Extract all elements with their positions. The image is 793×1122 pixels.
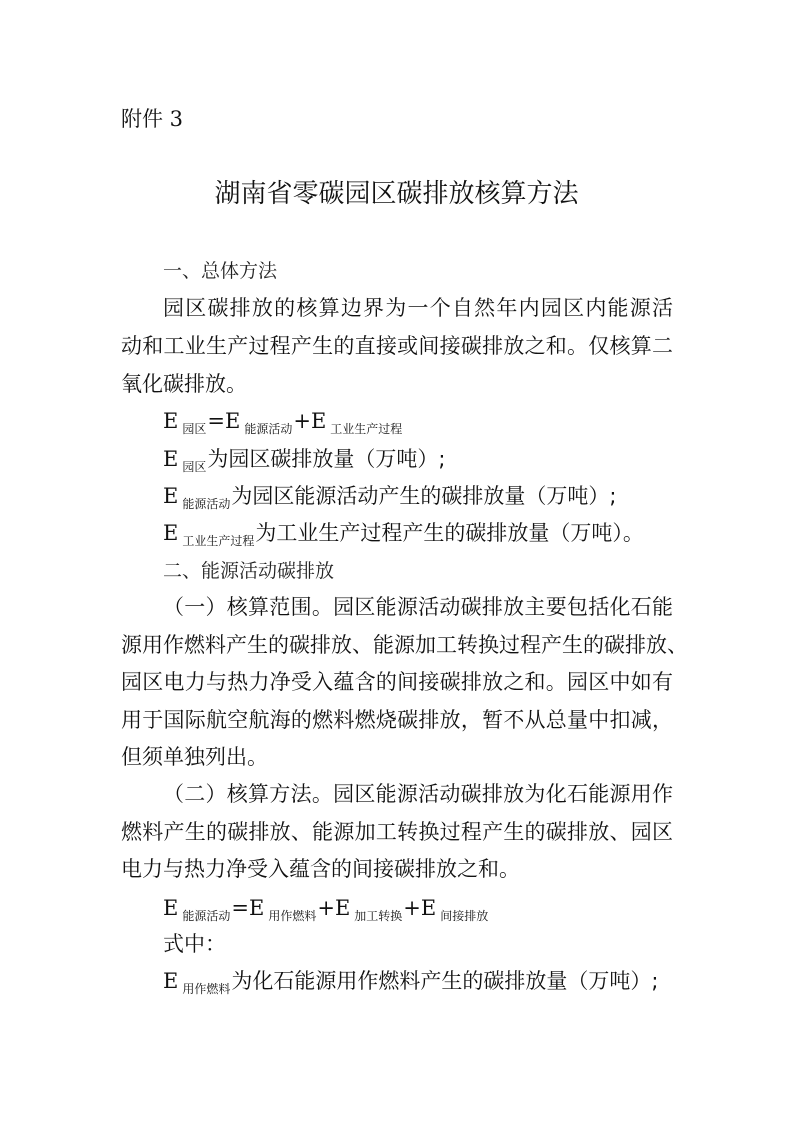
section-1-paragraph-line: 氧化碳排放。 [121, 372, 247, 396]
formula-energy: E $_{能源活动}$=E $_{用作燃料}$+E $_{加工转换}$+E $_{间接排放}$ [163, 896, 489, 923]
section-2-heading: 二、能源活动碳排放 [163, 560, 335, 582]
scope-paragraph-line: 但须单独列出。 [121, 745, 268, 769]
attachment-label: 附件 3 [121, 107, 184, 131]
formula-total: E $_{园区}$=E $_{能源活动}$+E $_{工业生产过程}$ [163, 409, 403, 436]
section-1-heading: 一、总体方法 [163, 260, 278, 282]
definition-line: E $_{能源活动}$为园区能源活动产生的碳排放量（万吨）; [163, 484, 617, 511]
scope-paragraph-line: 园区电力与热力净受入蕴含的间接碳排放之和。园区中如有 [121, 670, 673, 694]
method-paragraph-line: 电力与热力净受入蕴含的间接碳排放之和。 [121, 857, 520, 881]
section-1-paragraph-line: 园区碳排放的核算边界为一个自然年内园区内能源活 [163, 296, 673, 320]
scope-paragraph-line: 源用作燃料产生的碳排放、能源加工转换过程产生的碳排放、 [121, 633, 688, 657]
definition-line: E $_{用作燃料}$为化石能源用作燃料产生的碳排放量（万吨）; [163, 969, 659, 996]
section-1-paragraph-line: 动和工业生产过程产生的直接或间接碳排放之和。仅核算二 [121, 334, 673, 358]
where-label: 式中： [163, 932, 226, 956]
scope-paragraph-line: 用于国际航空航海的燃料燃烧碳排放，暂不从总量中扣减， [121, 708, 673, 732]
scope-paragraph-line: （一）核算范围。园区能源活动碳排放主要包括化石能 [163, 595, 673, 619]
method-paragraph-line: 燃料产生的碳排放、能源加工转换过程产生的碳排放、园区 [121, 820, 673, 844]
definition-line: E $_{工业生产过程}$为工业生产过程产生的碳排放量（万吨）。 [163, 521, 644, 548]
method-paragraph-line: （二）核算方法。园区能源活动碳排放为化石能源用作 [163, 782, 673, 806]
page-title: 湖南省零碳园区碳排放核算方法 [214, 179, 579, 209]
definition-line: E $_{园区}$为园区碳排放量（万吨）; [163, 447, 446, 474]
